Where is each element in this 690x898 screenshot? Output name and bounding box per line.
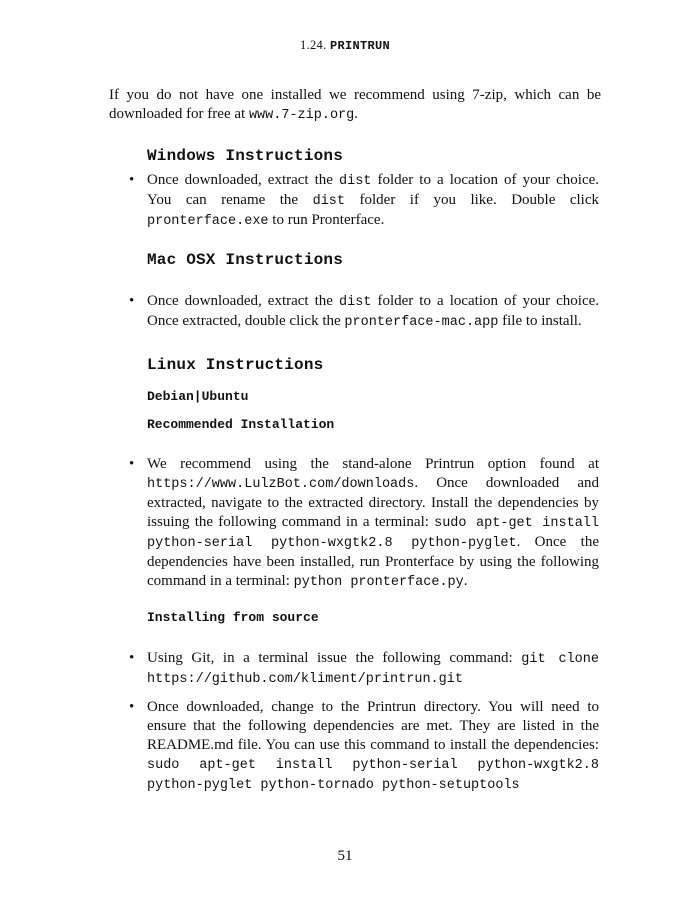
deps-text: Once downloaded, change to the Printrun directory. You will need to ensure that the following dependencies are met. They are listed in the README.md file. You can use this command to install the dependencies: xyxy=(147,699,599,753)
rec-code-run: python pronterface.py xyxy=(293,575,464,590)
intro-text: If you do not have one installed we recommend using 7-zip, which can be downloaded for free at xyxy=(109,87,601,122)
header-section-number: 1.24. xyxy=(300,38,327,52)
bullet: • xyxy=(129,699,135,715)
recommended-subheading: Recommended Installation xyxy=(147,417,335,432)
rec-text: . Once downloaded and extracted, navigate to the extracted directory. Install the dependencies by issuing the following command in a terminal: xyxy=(147,475,599,530)
mac-text: file to install. xyxy=(498,313,582,329)
bullet: • xyxy=(129,456,135,472)
windows-code-dist: dist xyxy=(339,174,372,189)
page-number: 51 xyxy=(337,848,353,864)
rec-text: We recommend using the stand-alone Printrun option found at xyxy=(147,456,599,472)
deps-code-command: sudo apt-get install python-serial python-wxgtk2.8 python-pyglet python-tornado python-setuptools xyxy=(147,758,599,793)
running-header xyxy=(0,36,690,56)
intro-text-end: . xyxy=(354,106,359,122)
bullet: • xyxy=(129,650,135,666)
windows-code-dist: dist xyxy=(312,194,345,209)
mac-text: folder to a location of your choice. Once extracted, double click the xyxy=(147,293,600,329)
bullet: • xyxy=(129,293,135,309)
header-section-title: PRINTRUN xyxy=(329,39,390,53)
windows-code-exe: pronterface.exe xyxy=(147,214,269,229)
windows-text: folder if you like. Double click xyxy=(345,192,600,208)
intro-paragraph xyxy=(109,86,601,125)
mac-list-item xyxy=(129,292,600,332)
windows-heading: Windows Instructions xyxy=(147,147,344,165)
rec-code-command: sudo apt-get install python-serial python-wxgtk2.8 python-pyglet xyxy=(147,516,599,551)
rec-text: . Once the dependencies have been installed, run Pronterface by using the following command in a terminal: xyxy=(147,534,599,589)
git-text: Using Git, in a terminal issue the following command: xyxy=(147,650,522,666)
mac-code-dist: dist xyxy=(339,295,372,310)
recommended-list-item xyxy=(129,455,599,592)
windows-text: Once downloaded, extract the xyxy=(147,172,339,188)
windows-text: folder to a location of your choice. You can rename the xyxy=(147,172,600,208)
windows-list-item xyxy=(129,171,600,231)
mac-heading: Mac OSX Instructions xyxy=(147,251,344,269)
git-list-item xyxy=(129,649,599,689)
git-code-clone: git clone https://github.com/kliment/printrun.git xyxy=(147,652,599,687)
linux-heading: Linux Instructions xyxy=(147,356,324,374)
rec-code-url: https://www.LulzBot.com/downloads xyxy=(147,477,415,492)
rec-text: . xyxy=(463,573,468,589)
debian-subheading: Debian|Ubuntu xyxy=(147,389,249,404)
intro-url: www.7-zip.org xyxy=(248,108,355,123)
bullet: • xyxy=(129,172,135,188)
mac-code-app: pronterface-mac.app xyxy=(344,315,499,330)
deps-list-item xyxy=(129,698,599,795)
mac-text: Once downloaded, extract the xyxy=(147,293,339,309)
source-subheading: Installing from source xyxy=(147,610,319,625)
windows-text: to run Pronterface. xyxy=(268,212,385,228)
